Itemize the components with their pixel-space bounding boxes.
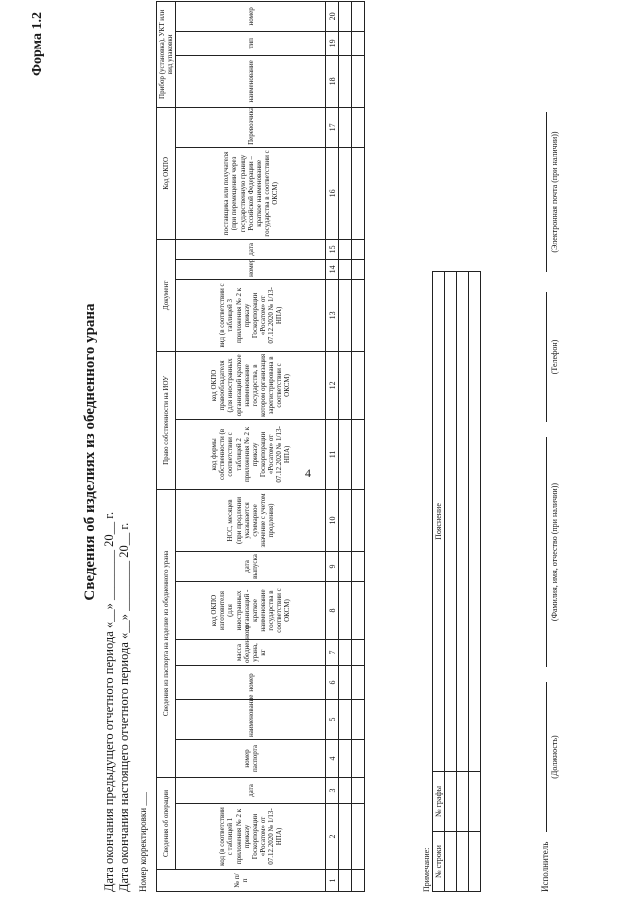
group-document: Документ bbox=[157, 239, 176, 351]
col-header-20: номер bbox=[176, 1, 326, 31]
position-line bbox=[532, 682, 547, 832]
col-number: 18 bbox=[326, 55, 339, 107]
col-header-10: НСС, месяцев (при продлении указывается суммарное значение с учетом продления) bbox=[176, 489, 326, 551]
date-current-period: Дата окончания настоящего отчетного периода «__» ________ 20__ г. bbox=[117, 522, 131, 892]
fio-caption: (Фамилия, имя, отчество (при наличии)) bbox=[550, 482, 559, 622]
col-number: 14 bbox=[326, 259, 339, 279]
col-header-6: номер bbox=[176, 666, 326, 700]
column-number-row bbox=[326, 1, 339, 891]
correction-number: Номер корректировки ___ bbox=[138, 792, 148, 892]
col-header-12: код ОКПО правообладателя (для иностранных организаций краткое наименование государства, в котором организация зарегистрирована в соответствии с ОКСМ) bbox=[176, 351, 326, 419]
col-header-8: код ОКПО изготовителя (для иностранных организаций - краткое наименование государства в соответствии с ОКСМ) bbox=[176, 582, 326, 640]
col-number: 20 bbox=[326, 1, 339, 31]
col-number: 9 bbox=[326, 552, 339, 582]
col-header-19: тип bbox=[176, 31, 326, 55]
col-header-15: дата bbox=[176, 239, 326, 259]
notes-label: Примечание: bbox=[422, 847, 431, 892]
col-number: 3 bbox=[326, 778, 339, 804]
col-number: 7 bbox=[326, 640, 339, 666]
phone-caption: (Телефон) bbox=[550, 339, 559, 375]
notes-row bbox=[469, 272, 481, 892]
col-number: 11 bbox=[326, 419, 339, 489]
col-header-14: номер bbox=[176, 259, 326, 279]
col-number: 10 bbox=[326, 489, 339, 551]
notes-header-row bbox=[433, 272, 445, 892]
main-table bbox=[156, 1, 365, 892]
col-number: 2 bbox=[326, 804, 339, 870]
executor-label: Исполнитель bbox=[540, 841, 550, 892]
group-device: Прибор (установка), УКТ или вид упаковки bbox=[157, 1, 176, 107]
col-header-9: дата выпуска bbox=[176, 552, 326, 582]
notes-header-row-number: № строки bbox=[433, 832, 445, 892]
col-number: 4 bbox=[326, 740, 339, 778]
col-header-2: код (в соответствии с таблицей 1 приложения № 2 к приказу Госкорпорации «Росатом» от 07.12.2020 № 1/13-НПА) bbox=[176, 804, 326, 870]
col-num-header: № п/п bbox=[157, 870, 326, 892]
col-header-18: наименование bbox=[176, 55, 326, 107]
rotated-page-content bbox=[20, 7, 620, 892]
group-header-row bbox=[157, 1, 176, 891]
col-header-17: Перевозчика bbox=[176, 107, 326, 147]
fio-line bbox=[532, 437, 547, 667]
notes-header-explanation: Пояснение bbox=[433, 272, 445, 772]
col-header-13: вид (в соответствии с таблицей 3 приложения № 2 к приказу Госкорпорации «Росатом» от 07.12.2020 № 1/13-НПА) bbox=[176, 279, 326, 351]
form-label: Форма 1.2 bbox=[30, 12, 45, 77]
notes-row bbox=[445, 272, 457, 892]
email-line bbox=[532, 112, 547, 272]
position-caption: (Должность) bbox=[550, 735, 559, 779]
document-title: Сведения об изделиях из обедненного урана bbox=[82, 303, 98, 601]
group-ownership: Право собственности на ИОУ bbox=[157, 351, 176, 489]
phone-line bbox=[532, 292, 547, 422]
col-number: 15 bbox=[326, 239, 339, 259]
column-header-row bbox=[176, 1, 326, 891]
notes-row bbox=[457, 272, 469, 892]
table-row bbox=[339, 1, 352, 891]
col-number: 5 bbox=[326, 700, 339, 740]
group-okpo: Код ОКПО bbox=[157, 107, 176, 239]
col-header-16: поставщика или получателя (при перемещении через государственную границу Российской Федерации – краткое наименование государства в соответствии с ОКСМ) bbox=[176, 147, 326, 239]
notes-header-col-number: № графы bbox=[433, 772, 445, 832]
col-number: 17 bbox=[326, 107, 339, 147]
col-number: 16 bbox=[326, 147, 339, 239]
date-previous-period: Дата окончания предыдущего отчетного периода «__» ________ 20__ г. bbox=[102, 511, 116, 892]
email-caption: (Электронная почта (при наличии)) bbox=[550, 131, 559, 253]
col-header-3: дата bbox=[176, 778, 326, 804]
col-header-5: наименование bbox=[176, 700, 326, 740]
page-number: 4 bbox=[305, 466, 311, 480]
col-number: 19 bbox=[326, 31, 339, 55]
col-number: 13 bbox=[326, 279, 339, 351]
col-header-11: код формы собственности (в соответствии с таблицей 2 приложения № 2 к приказу Госкорпорации «Росатом» от 07.12.2020 № 1/13-НПА) bbox=[176, 419, 326, 489]
table-row bbox=[352, 1, 365, 891]
group-passport: Сведения из паспорта на изделие из обедненного урана bbox=[157, 489, 176, 777]
col-number: 6 bbox=[326, 666, 339, 700]
col-header-7: масса обедненного урана, кг bbox=[176, 640, 326, 666]
notes-table bbox=[432, 271, 481, 892]
col-number: 8 bbox=[326, 582, 339, 640]
group-operation: Сведения об операции bbox=[157, 778, 176, 870]
col-number: 12 bbox=[326, 351, 339, 419]
col-header-4: номер паспорта bbox=[176, 740, 326, 778]
col-number: 1 bbox=[326, 870, 339, 892]
